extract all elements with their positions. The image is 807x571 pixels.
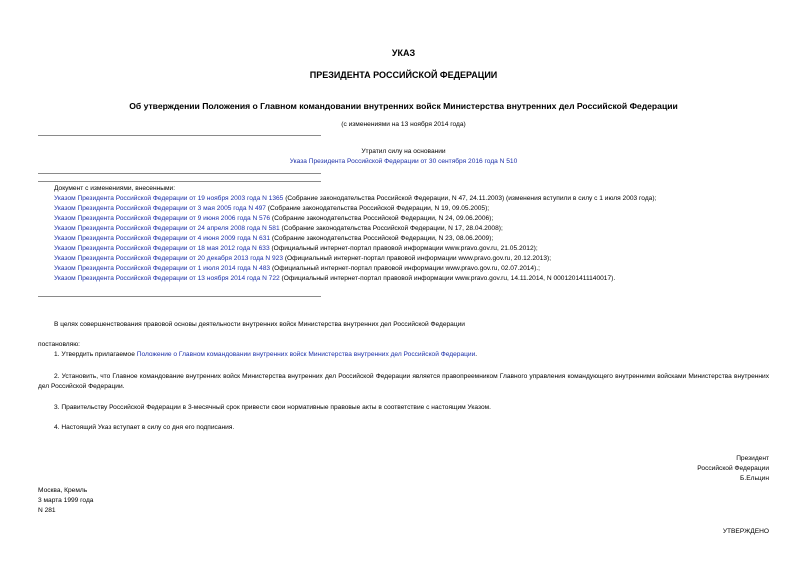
list-item: Указом Президента Российской Федерации от 19 ноября 2003 года N 1365 (Собрание законодательства Российской Федерации, N 47, 24.11.2003) (изменения вступили в силу с 1 июля 2003 года); — [54, 195, 657, 202]
amendments-intro: Документ с изменениями, внесенными: — [54, 185, 176, 192]
list-item: Указом Президента Российской Федерации от 1 июля 2014 года N 483 (Официальный интернет-портал правовой информации www.pravo.gov.ru, 02.07.2014).; — [54, 265, 540, 272]
divider — [38, 135, 321, 136]
regulation-link[interactable]: Положение о Главном командовании внутренних войск Министерства внутренних дел Российской Федерации — [136, 351, 476, 358]
divider — [38, 181, 321, 182]
amendment-link[interactable]: Указом Президента Российской Федерации от 24 апреля 2008 года N 581 — [54, 225, 280, 232]
list-item: Указом Президента Российской Федерации от 3 мая 2005 года N 497 (Собрание законодательства Российской Федерации, N 19, 09.05.2005); — [54, 205, 490, 212]
signature-block — [697, 454, 769, 484]
list-item: Указом Президента Российской Федерации от 18 мая 2012 года N 633 (Официальный интернет-портал правовой информации www.pravo.gov.ru, 21.05.2012); — [54, 245, 538, 252]
item-4: 4. Настоящий Указ вступает в силу со дня его подписания. — [54, 424, 235, 431]
signature-title: Президент — [736, 455, 769, 462]
revision-note: (с изменениями на 13 ноября 2014 года) — [341, 121, 466, 128]
divider — [38, 296, 321, 297]
divider — [38, 173, 321, 174]
document-type: УКАЗ — [391, 48, 416, 58]
list-item: Указом Президента Российской Федерации от 9 июня 2006 года N 576 (Собрание законодательства Российской Федерации, N 24, 09.06.2006); — [54, 215, 494, 222]
amendment-link[interactable]: Указом Президента Российской Федерации от 19 ноября 2003 года N 1365 — [54, 195, 284, 202]
decree-number: N 281 — [38, 507, 56, 514]
item-2: 2. Установить, что Главное командование внутренних войск Министерства внутренних дел Российской Федерации является правопреемником Главного управления командующего внутренними войсками Министерства внутренних дел Российской Федерации. — [38, 373, 769, 390]
amendment-link[interactable]: Указом Президента Российской Федерации от 9 июня 2006 года N 576 — [54, 215, 271, 222]
amendment-link[interactable]: Указом Президента Российской Федерации от 3 мая 2005 года N 497 — [54, 205, 266, 212]
preamble: В целях совершенствования правовой основы деятельности внутренних войск Министерства внутренних дел Российской Федерации — [54, 321, 465, 328]
amendment-link[interactable]: Указом Президента Российской Федерации от 4 июня 2009 года N 631 — [54, 235, 271, 242]
amendments-list — [54, 184, 656, 284]
signature-name: Б.Ельцин — [740, 475, 769, 482]
signature-country: Российской Федерации — [697, 465, 769, 472]
amendment-link[interactable]: Указом Президента Российской Федерации от 20 декабря 2013 года N 923 — [54, 255, 284, 262]
document-subject: Об утверждении Положения о Главном командовании внутренних войск Министерства внутренних дел Российской Федерации — [129, 101, 678, 111]
repeal-decree-link[interactable]: Указа Президента Российской Федерации от 30 сентября 2016 года N 510 — [289, 158, 518, 165]
list-item: Указом Президента Российской Федерации от 24 апреля 2008 года N 581 (Собрание законодательства Российской Федерации, N 17, 28.04.2008); — [54, 225, 503, 232]
approved-label: УТВЕРЖДЕНО — [722, 528, 769, 535]
place: Москва, Кремль — [38, 487, 88, 494]
amendment-link[interactable]: Указом Президента Российской Федерации от 18 мая 2012 года N 633 — [54, 245, 270, 252]
place-date-block — [38, 486, 93, 516]
amendment-link[interactable]: Указом Президента Российской Федерации от 1 июля 2014 года N 483 — [54, 265, 271, 272]
issuer-title: ПРЕЗИДЕНТА РОССИЙСКОЙ ФЕДЕРАЦИИ — [309, 70, 498, 80]
item-3: 3. Правительству Российской Федерации в 3-месячный срок привести свои нормативные правовые акты в соответствие с настоящим Указом. — [54, 404, 492, 411]
signing-date: 3 марта 1999 года — [38, 497, 94, 504]
decree-word: постановляю: — [38, 341, 81, 348]
repeal-note: Утратил силу на основании — [361, 148, 446, 155]
list-item: Указом Президента Российской Федерации от 13 ноября 2014 года N 722 (Официальный интернет-портал правовой информации www.pravo.gov.ru, 14.11.2014, N 0001201411140017). — [54, 275, 616, 282]
list-item: Указом Президента Российской Федерации от 4 июня 2009 года N 631 (Собрание законодательства Российской Федерации, N 23, 08.06.2009); — [54, 235, 494, 242]
list-item: Указом Президента Российской Федерации от 20 декабря 2013 года N 923 (Официальный интернет-портал правовой информации www.pravo.gov.ru, 20.12.2013); — [54, 255, 552, 262]
amendment-link[interactable]: Указом Президента Российской Федерации от 13 ноября 2014 года N 722 — [54, 275, 280, 282]
item-1: 1. Утвердить прилагаемое Положение о Главном командовании внутренних войск Министерства внутренних дел Российской Федерации. — [54, 351, 478, 358]
